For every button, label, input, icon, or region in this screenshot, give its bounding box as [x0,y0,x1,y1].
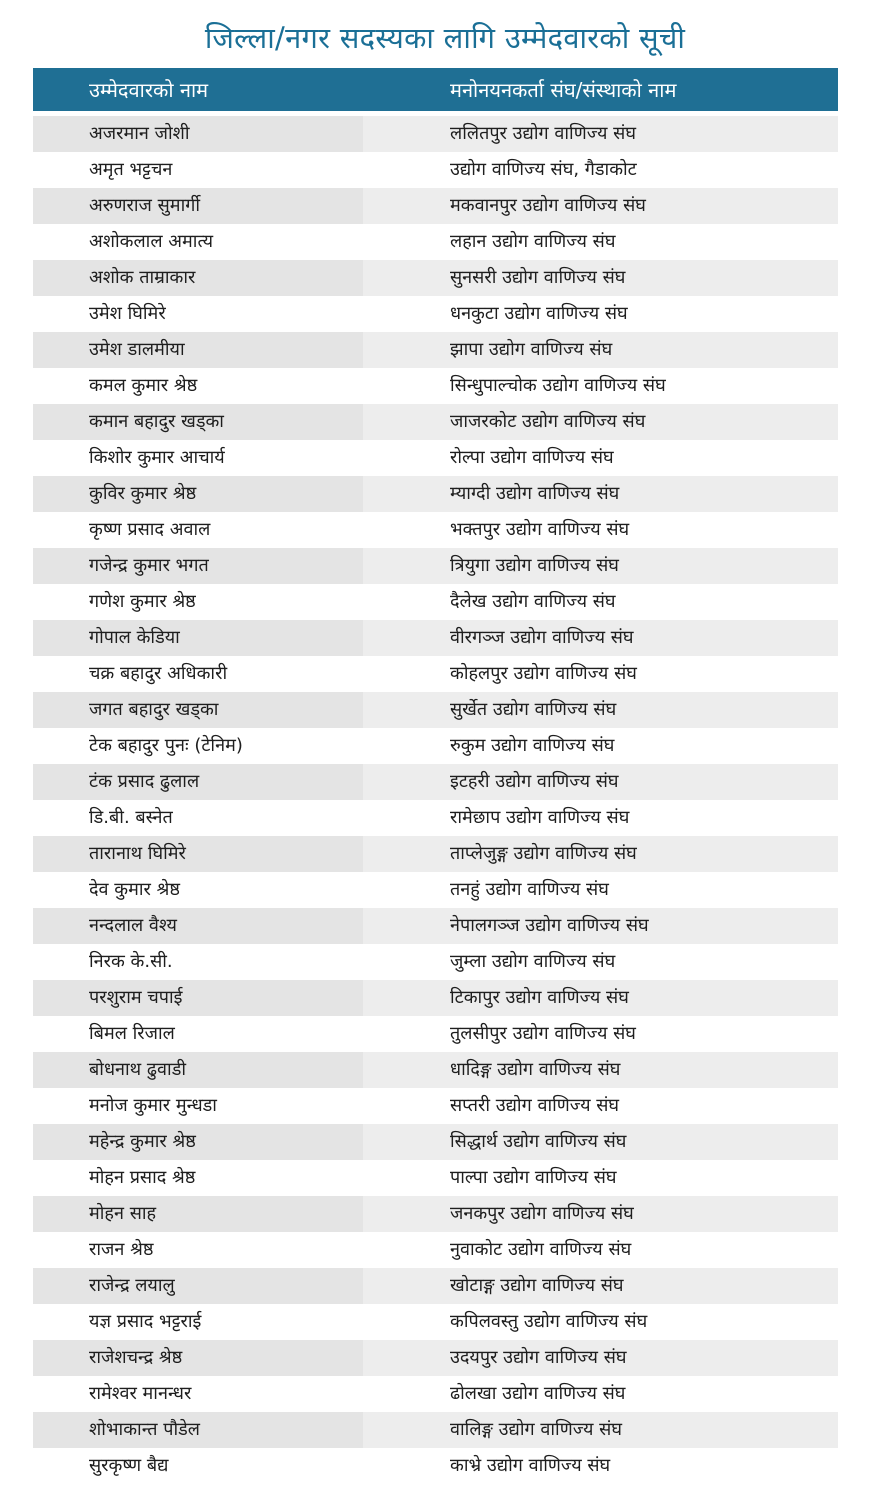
nominating-organization: मकवानपुर उद्योग वाणिज्य संघ [363,188,838,224]
candidate-name: कमान बहादुर खड्का [33,404,363,440]
table-row [33,476,838,512]
candidate-name: मोहन साह [33,1196,363,1232]
nominating-organization: सिद्धार्थ उद्योग वाणिज्य संघ [363,1124,838,1160]
table-row [33,800,838,836]
nominating-organization: उद्योग वाणिज्य संघ, गैडाकोट [450,159,637,180]
nominating-organization: उदयपुर उद्योग वाणिज्य संघ [363,1340,838,1376]
nominating-organization: रामेछाप उद्योग वाणिज्य संघ [450,807,630,828]
candidate-name: रामेश्वर मानन्धर [89,1383,192,1404]
nominating-organization: कपिलवस्तु उद्योग वाणिज्य संघ [450,1311,648,1332]
candidate-name: शोभाकान्त पौडेल [33,1412,363,1448]
table-row [33,872,838,908]
table-row [33,152,838,188]
table-row [33,368,838,404]
table-row [33,944,838,980]
nominating-organization: सुर्खेत उद्योग वाणिज्य संघ [363,692,838,728]
table-row [33,1448,838,1484]
nominating-organization: वीरगञ्ज उद्योग वाणिज्य संघ [363,620,838,656]
candidate-name: नन्दलाल वैश्य [33,908,363,944]
nominating-organization: त्रियुगा उद्योग वाणिज्य संघ [363,548,838,584]
table-body [33,116,838,1484]
candidate-name: कमल कुमार श्रेष्ठ [89,375,198,396]
candidate-name: बोधनाथ ढुवाडी [33,1052,363,1088]
nominating-organization: धादिङ्ग उद्योग वाणिज्य संघ [363,1052,838,1088]
candidate-name: सुरकृष्ण बैद्य [89,1455,169,1476]
table-row [33,1160,838,1196]
table-row [33,548,838,584]
nominating-organization: तुलसीपुर उद्योग वाणिज्य संघ [450,1023,636,1044]
nominating-organization: काभ्रे उद्योग वाणिज्य संघ [450,1455,611,1476]
candidate-table [33,68,838,1484]
table-row [33,1124,838,1160]
nominating-organization: झापा उद्योग वाणिज्य संघ [363,332,838,368]
table-row [33,404,838,440]
candidate-name: तारानाथ घिमिरे [33,836,363,872]
table-row [33,1232,838,1268]
candidate-name: उमेश डालमीया [33,332,363,368]
table-row [33,584,838,620]
nominating-organization: जनकपुर उद्योग वाणिज्य संघ [363,1196,838,1232]
candidate-name: निरक के.सी. [89,951,173,972]
table-row [33,980,838,1016]
candidate-name: परशुराम चपाई [33,980,363,1016]
nominating-organization: ताप्लेजुङ्ग उद्योग वाणिज्य संघ [363,836,838,872]
nominating-organization: सुनसरी उद्योग वाणिज्य संघ [363,260,838,296]
table-row [33,1340,838,1376]
table-row [33,728,838,764]
candidate-name: राजेशचन्द्र श्रेष्ठ [33,1340,363,1376]
candidate-name: टंक प्रसाद ढुलाल [33,764,363,800]
nominating-organization: ढोलखा उद्योग वाणिज्य संघ [450,1383,626,1404]
candidate-name: अजरमान जोशी [33,116,363,152]
table-row [33,116,838,152]
nominating-organization: भक्तपुर उद्योग वाणिज्य संघ [450,519,630,540]
table-row [33,1268,838,1304]
nominating-organization: नुवाकोट उद्योग वाणिज्य संघ [450,1239,632,1260]
table-row [33,692,838,728]
candidate-name: अशोकलाल अमात्य [89,231,214,252]
table-row [33,296,838,332]
table-row [33,908,838,944]
table-row [33,332,838,368]
nominating-organization: पाल्पा उद्योग वाणिज्य संघ [450,1167,617,1188]
candidate-name: राजन श्रेष्ठ [89,1239,154,1260]
nominating-organization: नेपालगञ्ज उद्योग वाणिज्य संघ [363,908,838,944]
table-row [33,1412,838,1448]
candidate-name: कुविर कुमार श्रेष्ठ [33,476,363,512]
table-row [33,1088,838,1124]
candidate-name: गजेन्द्र कुमार भगत [33,548,363,584]
nominating-organization: जाजरकोट उद्योग वाणिज्य संघ [363,404,838,440]
table-row [33,188,838,224]
page-title: जिल्ला/नगर सदस्यका लागि उम्मेदवारको सूची [204,21,686,55]
nominating-organization: ललितपुर उद्योग वाणिज्य संघ [363,116,838,152]
candidate-name: अरुणराज सुमार्गी [33,188,363,224]
candidate-name: बिमल रिजाल [89,1023,175,1044]
nominating-organization: म्याग्दी उद्योग वाणिज्य संघ [363,476,838,512]
header-nominating-organization: मनोनयनकर्ता संघ/संस्थाको नाम [450,78,677,102]
nominating-organization: लहान उद्योग वाणिज्य संघ [450,231,616,252]
candidate-name: डि.बी. बस्नेत [89,807,173,828]
table-header [33,68,838,111]
nominating-organization: जुम्ला उद्योग वाणिज्य संघ [450,951,616,972]
table-row [33,836,838,872]
candidate-name: महेन्द्र कुमार श्रेष्ठ [33,1124,363,1160]
candidate-name: मनोज कुमार मुन्धडा [89,1095,217,1116]
table-row [33,1016,838,1052]
candidate-name: उमेश घिमिरे [89,303,166,324]
nominating-organization: धनकुटा उद्योग वाणिज्य संघ [450,303,628,324]
candidate-name: अमृत भट्टचन [89,159,173,180]
nominating-organization: टिकापुर उद्योग वाणिज्य संघ [363,980,838,1016]
table-row [33,224,838,260]
nominating-organization: रोल्पा उद्योग वाणिज्य संघ [450,447,614,468]
table-row [33,440,838,476]
candidate-name: मोहन प्रसाद श्रेष्ठ [89,1167,196,1188]
table-row [33,1304,838,1340]
nominating-organization: दैलेख उद्योग वाणिज्य संघ [450,591,616,612]
header-candidate-name: उम्मेदवारको नाम [89,78,209,102]
nominating-organization: इटहरी उद्योग वाणिज्य संघ [363,764,838,800]
candidate-name: किशोर कुमार आचार्य [89,447,225,468]
table-row [33,620,838,656]
nominating-organization: कोहलपुर उद्योग वाणिज्य संघ [450,663,637,684]
nominating-organization: सप्तरी उद्योग वाणिज्य संघ [450,1095,620,1116]
candidate-name: गोपाल केडिया [33,620,363,656]
nominating-organization: खोटाङ्ग उद्योग वाणिज्य संघ [363,1268,838,1304]
table-row [33,1052,838,1088]
nominating-organization: रुकुम उद्योग वाणिज्य संघ [450,735,615,756]
table-row [33,1196,838,1232]
nominating-organization: सिन्धुपाल्चोक उद्योग वाणिज्य संघ [450,375,666,396]
candidate-name: टेक बहादुर पुनः (टेनिम) [89,735,243,756]
nominating-organization: तनहुं उद्योग वाणिज्य संघ [450,879,609,900]
table-row [33,656,838,692]
table-row [33,1376,838,1412]
candidate-name: अशोक ताम्राकार [33,260,363,296]
candidate-name: चक्र बहादुर अधिकारी [89,663,228,684]
candidate-name: गणेश कुमार श्रेष्ठ [89,591,196,612]
candidate-name: जगत बहादुर खड्का [33,692,363,728]
candidate-name: राजेन्द्र लयालु [33,1268,363,1304]
table-row [33,512,838,548]
candidate-name: कृष्ण प्रसाद अवाल [89,519,211,540]
candidate-name: यज्ञ प्रसाद भट्टराई [89,1311,202,1332]
table-row [33,764,838,800]
candidate-name: देव कुमार श्रेष्ठ [89,879,180,900]
table-row [33,260,838,296]
nominating-organization: वालिङ्ग उद्योग वाणिज्य संघ [363,1412,838,1448]
